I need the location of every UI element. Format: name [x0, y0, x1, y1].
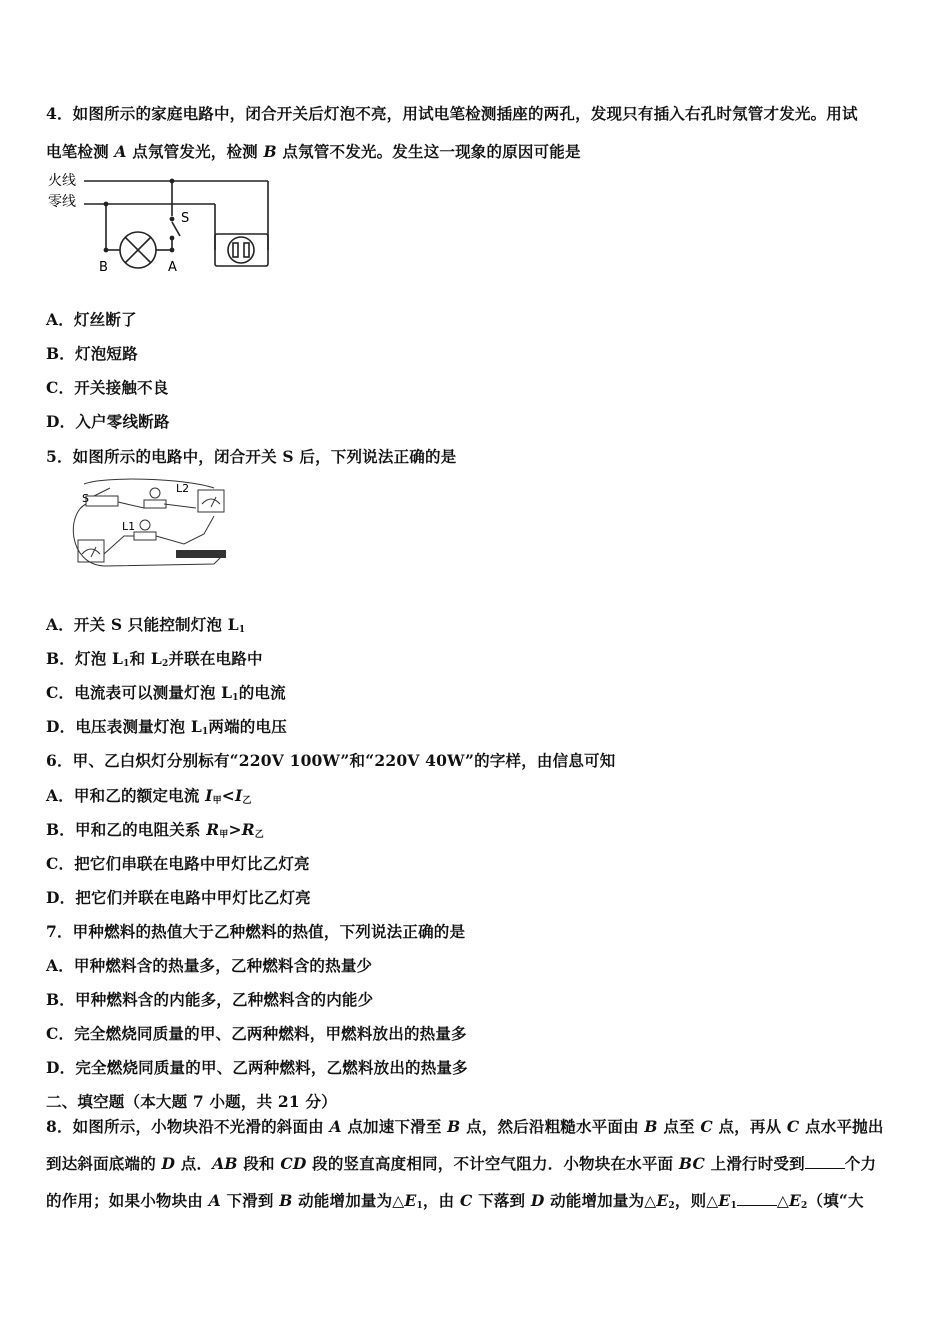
switch-blade — [172, 222, 180, 236]
q8-text: 点． — [180, 1154, 213, 1173]
point-a-label: A — [168, 260, 177, 275]
q6-stem: 6．甲、乙白炽灯分别标有“220V 100W”和“220V 40W”的字样，由信息可知 — [46, 751, 616, 770]
q4-point-a: A — [114, 142, 127, 161]
q5-subscript: 1 — [201, 727, 209, 737]
q6-option-d: D．把它们并联在电路中甲灯比乙灯亮 — [46, 888, 311, 907]
q8-var: A — [208, 1191, 221, 1210]
switch-label: S — [181, 211, 190, 226]
q5-stem: 5．如图所示的电路中，闭合开关 S 后，下列说法正确的是 — [46, 447, 457, 466]
q4-text: 电笔检测 — [46, 142, 109, 161]
q6-option-c: C．把它们串联在电路中甲灯比乙灯亮 — [46, 854, 310, 873]
q5-subscript: 1 — [232, 693, 239, 703]
q5-circuit-diagram — [64, 474, 234, 574]
q8-text: ，则△ — [674, 1191, 719, 1210]
lamp1-label: L1 — [122, 520, 136, 533]
q7-option-b: B．甲种燃料含的内能多，乙种燃料含的内能少 — [46, 990, 374, 1009]
q8-text: 点水平抛出 — [805, 1117, 884, 1136]
q8-text: 个力 — [844, 1154, 877, 1173]
q4-circuit-diagram — [44, 168, 284, 280]
q8-subscript: 2 — [668, 1201, 675, 1211]
q8-var: CD — [280, 1154, 307, 1173]
q5-option-a — [46, 613, 245, 635]
section-heading: 二、填空题（本大题 7 小题，共 21 分） — [46, 1092, 337, 1111]
q4-stem-line1: 4．如图所示的家庭电路中，闭合开关后灯泡不亮，用试电笔检测插座的两孔，发现只有插入右孔时氖管才发光。用试 — [46, 104, 858, 123]
lamp2-label: L2 — [176, 482, 190, 495]
q8-text: 点加速下滑至 — [347, 1117, 442, 1136]
q8-text: 到达斜面底端的 — [46, 1154, 156, 1173]
q8-line2 — [46, 1152, 876, 1174]
q4-option-a: A．灯丝断了 — [46, 310, 137, 329]
q8-var: B — [447, 1117, 461, 1136]
q5-text: A．开关 S 只能控制灯泡 L — [46, 615, 239, 634]
q8-subscript: 1 — [730, 1201, 737, 1211]
q8-text: 段的竖直高度相同，不计空气阻力．小物块在水平面 — [312, 1154, 674, 1173]
lamp-l2-icon — [144, 500, 166, 508]
switch-label: S — [82, 492, 89, 505]
q8-text: 点，再从 — [718, 1117, 782, 1136]
answer-blank[interactable] — [805, 1156, 845, 1169]
q6-text: A．甲和乙的额定电流 — [46, 786, 206, 805]
q8-subscript: 1 — [416, 1201, 423, 1211]
ammeter-icon — [78, 540, 104, 562]
q5-subscript: 1 — [238, 625, 246, 635]
q5-text: D．电压表测量灯泡 L — [46, 717, 202, 736]
q8-text: 下滑到 — [226, 1191, 274, 1210]
q8-text: 段和 — [243, 1154, 275, 1173]
q8-text: △ — [776, 1191, 790, 1210]
q4-text: 点氖管发光，检测 — [132, 142, 258, 161]
q5-subscript: 1 — [123, 659, 130, 669]
q8-var: D — [530, 1191, 545, 1210]
q4-option-b: B．灯泡短路 — [46, 344, 138, 363]
q8-var: E — [718, 1191, 731, 1210]
q4-option-c: C．开关接触不良 — [46, 378, 169, 397]
q8-text: 8．如图所示，小物块沿不光滑的斜面由 — [46, 1117, 324, 1136]
q8-var: E — [656, 1191, 669, 1210]
q8-text: 动能增加量为△ — [298, 1191, 405, 1210]
q8-text: 点，然后沿粗糙水平面由 — [466, 1117, 639, 1136]
q8-text: （填“大 — [807, 1191, 864, 1210]
battery-icon — [176, 550, 226, 558]
q7-stem: 7．甲种燃料的热值大于乙种燃料的热值，下列说法正确的是 — [46, 922, 466, 941]
voltmeter-icon — [198, 490, 224, 512]
q8-var: B — [644, 1117, 658, 1136]
q8-var: C — [700, 1117, 713, 1136]
q8-text: 上滑行时受到 — [710, 1154, 805, 1173]
q6-text: B．甲和乙的电阻关系 — [46, 820, 207, 839]
q8-var: D — [161, 1154, 176, 1173]
q8-text: ，由 — [422, 1191, 455, 1210]
q7-option-a: A．甲种燃料含的热量多，乙种燃料含的热量少 — [46, 956, 373, 975]
q6-var: R — [206, 820, 220, 839]
q4-option-d: D．入户零线断路 — [46, 412, 170, 431]
q6-var: I — [205, 786, 213, 805]
q5-text: 两端的电压 — [208, 717, 287, 736]
q8-var: BC — [678, 1154, 705, 1173]
q5-text: 和 L — [129, 649, 162, 668]
q7-option-d: D．完全燃烧同质量的甲、乙两种燃料，乙燃料放出的热量多 — [46, 1058, 468, 1077]
q7-option-c: C．完全燃烧同质量的甲、乙两种燃料，甲燃料放出的热量多 — [46, 1024, 467, 1043]
q8-line3 — [46, 1189, 864, 1211]
q8-var: A — [329, 1117, 342, 1136]
q8-var: C — [459, 1191, 473, 1210]
switch-icon — [86, 496, 118, 506]
q8-var: E — [789, 1191, 802, 1210]
q5-subscript: 2 — [161, 659, 169, 669]
q6-subscript: 甲 — [212, 796, 222, 806]
q6-option-a — [46, 784, 252, 806]
socket-icon — [215, 234, 268, 266]
q5-option-b — [46, 647, 263, 669]
q8-var: C — [786, 1117, 800, 1136]
neutral-wire-label: 零线 — [48, 194, 76, 210]
q8-text: 的作用；如果小物块由 — [46, 1191, 204, 1210]
q6-relation: < — [221, 786, 235, 805]
q5-text: 并联在电路中 — [168, 649, 263, 668]
q4-point-b: B — [263, 142, 277, 161]
q6-relation: > — [228, 820, 242, 839]
q4-text: 点氖管不发光。发生这一现象的原因可能是 — [282, 142, 581, 161]
q5-text: B．灯泡 L — [46, 649, 124, 668]
q8-text: 下落到 — [478, 1191, 526, 1210]
q6-var: I — [234, 786, 243, 805]
q8-subscript: 2 — [801, 1201, 808, 1211]
q5-option-d — [46, 715, 287, 737]
q6-subscript: 乙 — [254, 830, 264, 840]
q8-text: 点至 — [663, 1117, 695, 1136]
q6-var: R — [241, 820, 255, 839]
q5-text: 的电流 — [238, 683, 286, 702]
q5-option-c — [46, 681, 286, 703]
answer-blank[interactable] — [737, 1193, 777, 1206]
q6-subscript: 乙 — [242, 796, 252, 806]
live-wire-label: 火线 — [48, 173, 76, 189]
q8-var: E — [404, 1191, 417, 1210]
q8-var: B — [279, 1191, 293, 1210]
q8-text: 动能增加量为△ — [550, 1191, 657, 1210]
lamp-l1-icon — [134, 532, 156, 540]
q5-text: C．电流表可以测量灯泡 L — [46, 683, 233, 702]
q8-line1 — [46, 1115, 884, 1137]
q4-stem-line2 — [46, 140, 581, 162]
point-b-label: B — [99, 260, 108, 275]
q6-option-b — [46, 818, 264, 840]
q8-var: AB — [212, 1154, 238, 1173]
q6-subscript: 甲 — [219, 830, 229, 840]
